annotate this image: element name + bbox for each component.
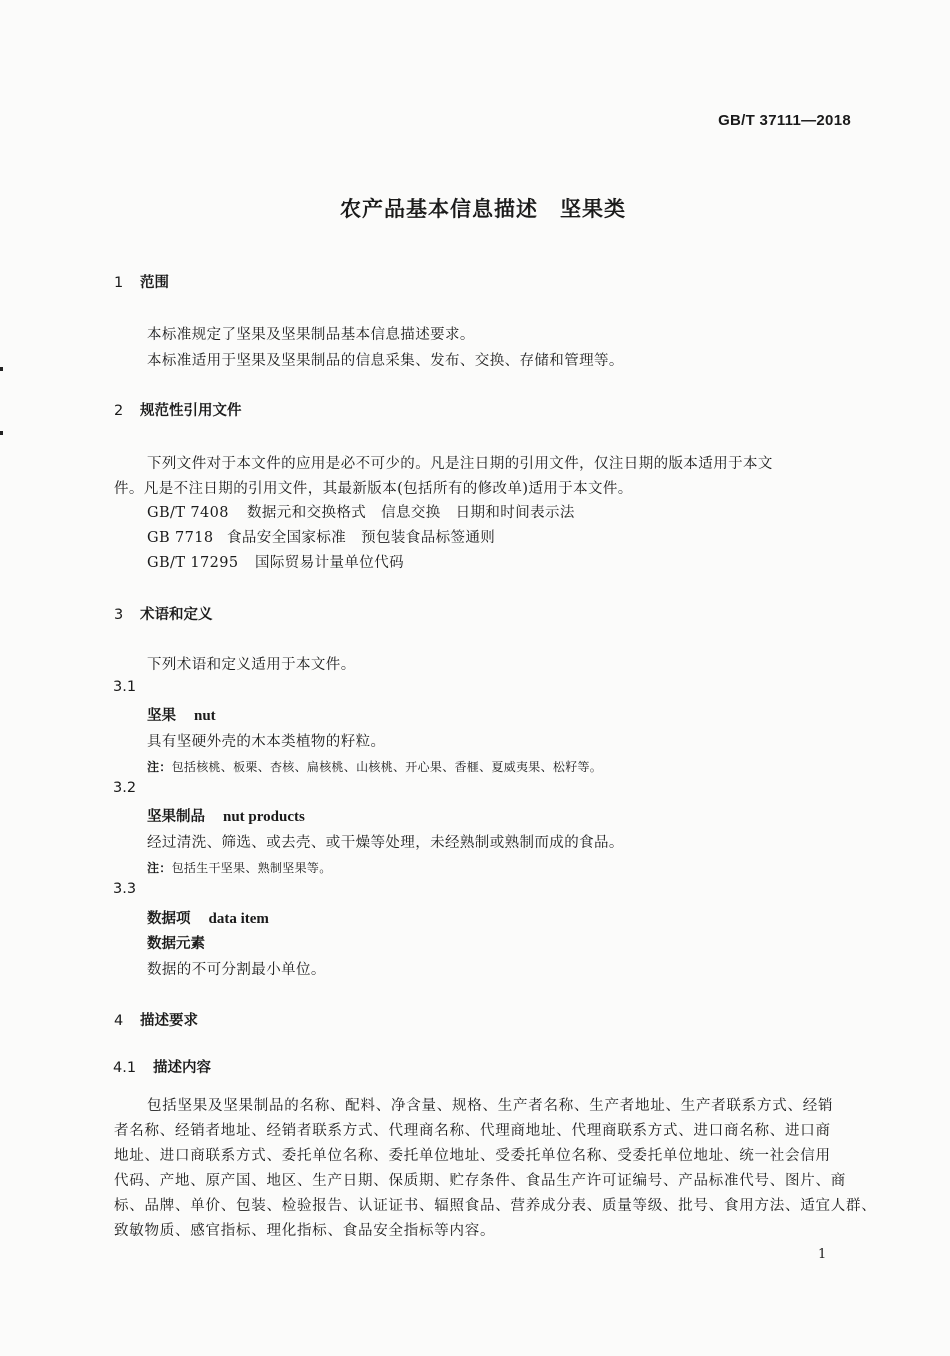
term-zh: 坚果制品 xyxy=(147,809,205,825)
section-title: 规范性引用文件 xyxy=(140,403,242,419)
section-title: 范围 xyxy=(140,275,169,291)
term-number: 3.3 xyxy=(113,881,137,897)
reference-title: 数据元和交换格式 信息交换 日期和时间表示法 xyxy=(247,505,575,521)
reference-code: GB/T 17295 xyxy=(147,555,239,571)
document-title: 农产品基本信息描述 坚果类 xyxy=(340,197,626,221)
paragraph-line: 地址、进口商联系方式、委托单位名称、委托单位地址、受委托单位名称、受委托单位地址、统一社会信用 xyxy=(114,1148,831,1164)
term-alt: 数据元素 xyxy=(147,936,205,952)
paragraph: 本标准规定了坚果及坚果制品基本信息描述要求。 xyxy=(147,327,475,343)
section-number: 4 xyxy=(114,1013,124,1029)
term-heading xyxy=(147,907,269,928)
paragraph-line: 下列文件对于本文件的应用是必不可少的。凡是注日期的引用文件，仅注日期的版本适用于本文 xyxy=(147,456,773,472)
note-text: 包括生干坚果、熟制坚果等。 xyxy=(171,861,332,875)
section-2-heading xyxy=(114,399,242,420)
section-title: 术语和定义 xyxy=(140,607,213,623)
standard-code: GB/T 37111—2018 xyxy=(718,112,851,129)
scan-mark xyxy=(0,431,3,435)
term-definition: 具有坚硬外壳的木本类植物的籽粒。 xyxy=(147,734,386,750)
section-3-heading xyxy=(114,603,213,624)
section-1-heading xyxy=(114,271,169,292)
reference-title: 食品安全国家标准 预包装食品标签通则 xyxy=(227,530,496,546)
paragraph-line: 致敏物质、感官指标、理化指标、食品安全指标等内容。 xyxy=(114,1223,496,1239)
paragraph-line: 件。凡是不注日期的引用文件，其最新版本(包括所有的修改单)适用于本文件。 xyxy=(114,481,633,497)
reference-item xyxy=(147,551,404,572)
section-4-heading xyxy=(114,1009,198,1030)
paragraph: 本标准适用于坚果及坚果制品的信息采集、发布、交换、存储和管理等。 xyxy=(147,353,624,369)
section-title: 描述要求 xyxy=(140,1013,198,1029)
subsection-number: 4.1 xyxy=(113,1060,137,1076)
subsection-heading xyxy=(113,1056,211,1077)
term-en: data item xyxy=(208,911,269,927)
paragraph: 下列术语和定义适用于本文件。 xyxy=(147,657,356,673)
reference-title: 国际贸易计量单位代码 xyxy=(255,555,404,571)
term-number: 3.1 xyxy=(113,679,137,695)
term-heading xyxy=(147,805,305,826)
subsection-title: 描述内容 xyxy=(153,1060,211,1076)
term-heading xyxy=(147,704,216,725)
reference-item xyxy=(147,526,495,547)
scan-mark xyxy=(0,367,3,371)
paragraph-line: 者名称、经销者地址、经销者联系方式、代理商名称、代理商地址、代理商联系方式、进口商名称、进口商 xyxy=(114,1123,831,1139)
reference-code: GB/T 7408 xyxy=(147,505,229,521)
paragraph-line: 包括坚果及坚果制品的名称、配料、净含量、规格、生产者名称、生产者地址、生产者联系方式、经销 xyxy=(147,1098,834,1114)
section-number: 3 xyxy=(114,607,124,623)
paragraph-line: 标、品牌、单价、包装、检验报告、认证证书、辐照食品、营养成分表、质量等级、批号、食用方法、适宜人群、 xyxy=(114,1198,877,1214)
term-note xyxy=(147,859,332,876)
note-label: 注： xyxy=(147,760,172,774)
term-zh: 数据项 xyxy=(147,911,191,927)
term-note xyxy=(147,758,602,775)
section-number: 1 xyxy=(114,275,124,291)
term-number: 3.2 xyxy=(113,780,137,796)
paragraph-line: 代码、产地、原产国、地区、生产日期、保质期、贮存条件、食品生产许可证编号、产品标准代号、图片、商 xyxy=(114,1173,846,1189)
term-en: nut products xyxy=(223,809,305,825)
term-definition: 数据的不可分割最小单位。 xyxy=(147,962,326,978)
reference-item xyxy=(147,501,575,522)
term-definition: 经过清洗、筛选、或去壳、或干燥等处理，未经熟制或熟制而成的食品。 xyxy=(147,835,624,851)
page-number: 1 xyxy=(818,1247,827,1262)
section-number: 2 xyxy=(114,403,124,419)
note-label: 注： xyxy=(147,861,172,875)
term-en: nut xyxy=(194,708,216,724)
reference-code: GB 7718 xyxy=(147,530,214,546)
note-text: 包括核桃、板栗、杏核、扁核桃、山核桃、开心果、香榧、夏威夷果、松籽等。 xyxy=(171,760,603,774)
term-zh: 坚果 xyxy=(147,708,176,724)
